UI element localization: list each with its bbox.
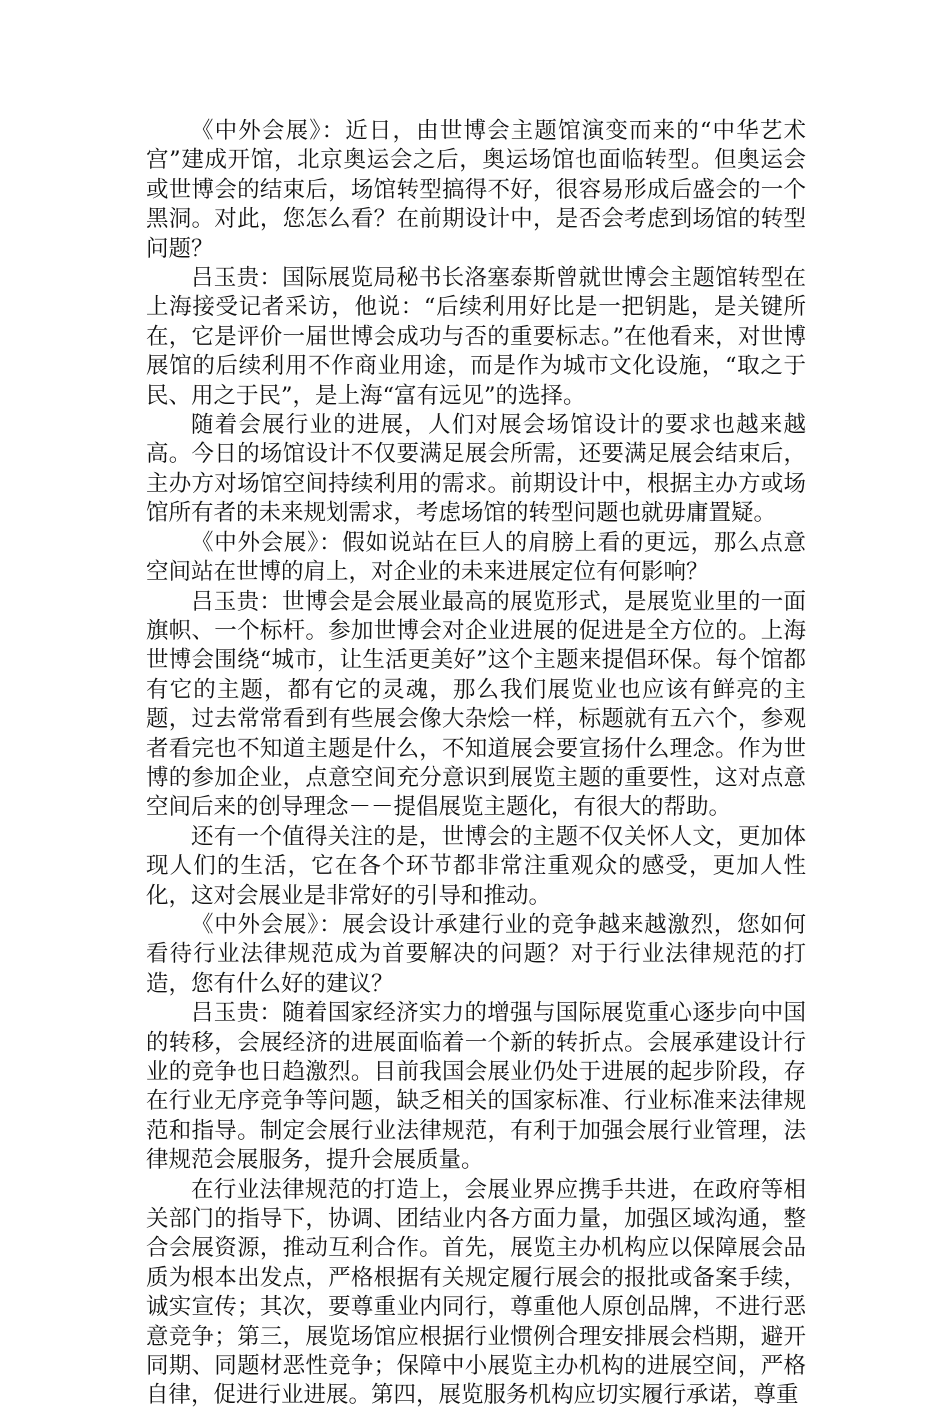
- paragraph-question-1: 《中外会展》：近日，由世博会主题馆演变而来的“中华艺术宫”建成开馆，北京奥运会之后，奥运场馆也面临转型。但奥运会或世博会的结束后，场馆转型搞得不好，很容易形成后盛会的一个黑洞。对此，您怎么看？在前期设计中，是否会考虑到场馆的转型问题？: [146, 118, 806, 262]
- paragraph-answer-2: 吕玉贵：世博会是会展业最高的展览形式，是展览业里的一面旗帜、一个标杆。参加世博会对企业进展的促进是全方位的。上海世博会围绕“城市，让生活更美好”这个主题来提倡环保。每个馆都有它的主题，都有它的灵魂，那么我们展览业也应该有鲜亮的主题，过去常常看到有些展会像大杂烩一样，标题就有五六个，参观者看完也不知道主题是什么，不知道展会要宣扬什么理念。作为世博的参加企业，点意空间充分意识到展览主题的重要性，这对点意空间后来的创导理念－－提倡展览主题化，有很大的帮助。: [146, 588, 806, 821]
- paragraph-answer-1-cont: 随着会展行业的进展，人们对展会场馆设计的要求也越来越高。今日的场馆设计不仅要满足展会所需，还要满足展会结束后，主办方对场馆空间持续利用的需求。前期设计中，根据主办方或场馆所有者的未来规划需求，考虑场馆的转型问题也就毋庸置疑。: [146, 412, 806, 527]
- paragraph-answer-2-cont: 还有一个值得关注的是，世博会的主题不仅关怀人文，更加体现人们的生活，它在各个环节都非常注重观众的感受，更加人性化，这对会展业是非常好的引导和推动。: [146, 823, 806, 909]
- paragraph-question-2: 《中外会展》：假如说站在巨人的肩膀上看的更远，那么点意空间站在世博的肩上，对企业的未来进展定位有何影响？: [146, 529, 806, 586]
- paragraph-answer-3-cont: 在行业法律规范的打造上，会展业界应携手共进，在政府等相关部门的指导下，协调、团结业内各方面力量，加强区域沟通，整合会展资源，推动互利合作。首先，展览主办机构应以保障展会品质为根本出发点，严格根据有关规定履行展会的报批或备案手续，诚实宣传；其次，要尊重业内同行，尊重他人原创品牌，不进行恶意竞争；第三，展览场馆应根据行业惯例合理安排展会档期，避开同期、同题材恶性竞争；保障中小展览主办机构的进展空间，严格自律，促进行业进展。第四，展览服务机构应切实履行承诺，尊重: [146, 1176, 806, 1409]
- paragraph-answer-1: 吕玉贵：国际展览局秘书长洛塞泰斯曾就世博会主题馆转型在上海接受记者采访，他说：“后续利用好比是一把钥匙，是关键所在，它是评价一届世博会成功与否的重要标志。”在他看来，对世博展馆的后续利用不作商业用途，而是作为城市文化设施，“取之于民、用之于民”，是上海“富有远见”的选择。: [146, 265, 806, 409]
- paragraph-question-3: 《中外会展》：展会设计承建行业的竞争越来越激烈，您如何看待行业法律规范成为首要解决的问题？对于行业法律规范的打造，您有什么好的建议？: [146, 911, 806, 997]
- paragraph-answer-3: 吕玉贵：随着国家经济实力的增强与国际展览重心逐步向中国的转移，会展经济的进展面临着一个新的转折点。会展承建设计行业的竞争也日趋激烈。目前我国会展业仍处于进展的起步阶段，存在行业无序竞争等问题，缺乏相关的国家标准、行业标准来法律规范和指导。制定会展行业法律规范，有利于加强会展行业管理，法律规范会展服务，提升会展质量。: [146, 1000, 806, 1174]
- document-body: [146, 117, 806, 1411]
